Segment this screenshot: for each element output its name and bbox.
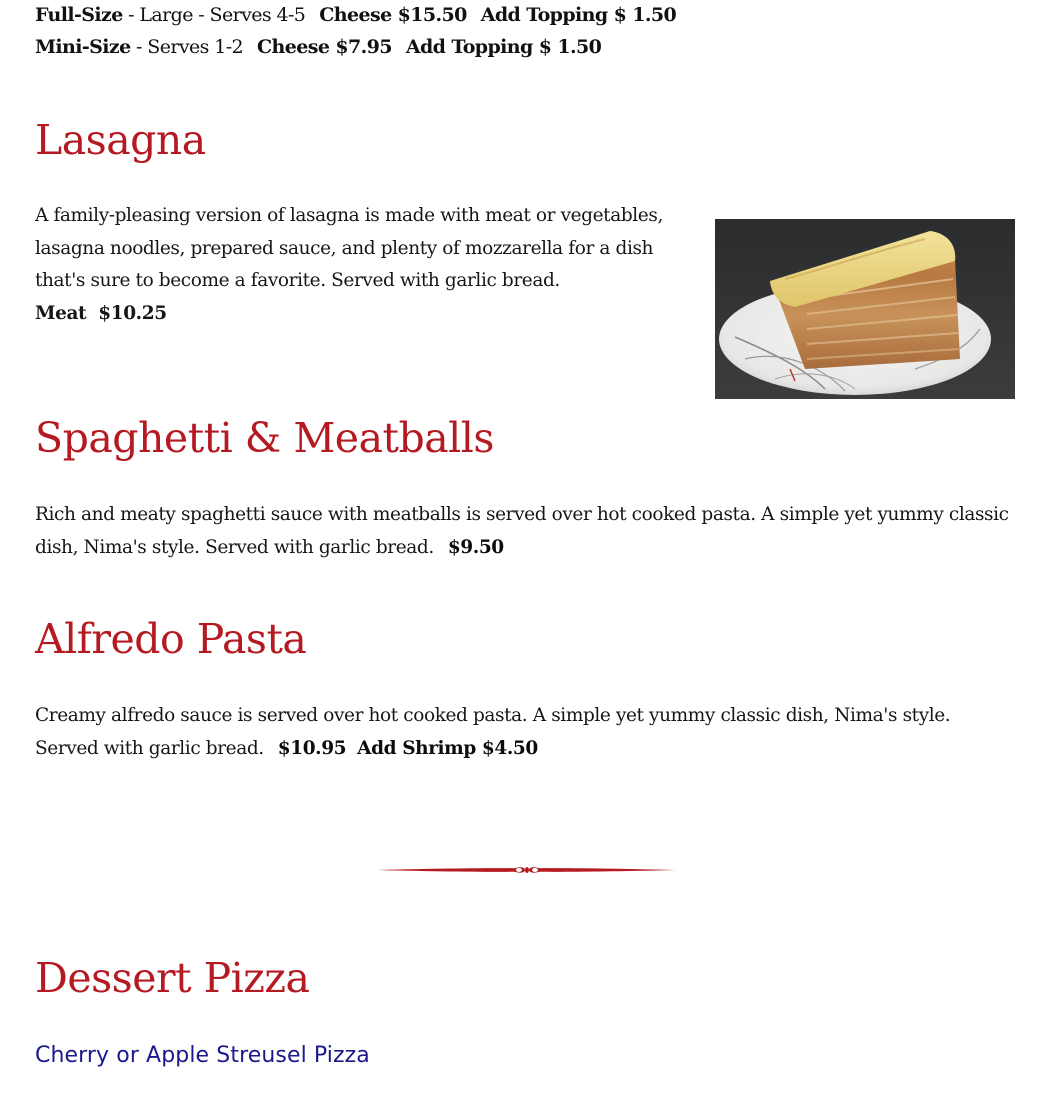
full-size-cheese-price: Cheese $15.50 bbox=[319, 4, 467, 26]
lasagna-photo bbox=[715, 219, 1015, 399]
ornament-divider bbox=[378, 860, 676, 880]
lasagna-heading: Lasagna bbox=[35, 116, 206, 164]
cherry-apple-streusel-link[interactable]: Cherry or Apple Streusel Pizza bbox=[35, 1043, 370, 1068]
full-size-name: Full-Size bbox=[35, 4, 123, 26]
spaghetti-heading: Spaghetti & Meatballs bbox=[35, 414, 494, 462]
full-size-topping-price: Add Topping $ 1.50 bbox=[480, 4, 677, 26]
mini-size-line bbox=[35, 32, 601, 62]
alfredo-addon-price: Add Shrimp $4.50 bbox=[357, 737, 538, 759]
alfredo-description: Creamy alfredo sauce is served over hot cooked pasta. A simple yet yummy classic dish, Nima's style. Served with garlic bread. bbox=[35, 705, 951, 759]
lasagna-description: A family-pleasing version of lasagna is made with meat or vegetables, lasagna noodles, prepared sauce, and plenty of mozzarella for a dish that's sure to become a favorite. Served with garlic bread. bbox=[35, 205, 663, 291]
lasagna-description-block bbox=[35, 200, 695, 330]
dessert-heading: Dessert Pizza bbox=[35, 954, 310, 1002]
lasagna-image bbox=[715, 219, 1015, 399]
alfredo-price: $10.95 bbox=[277, 737, 347, 759]
alfredo-heading: Alfredo Pasta bbox=[35, 615, 307, 663]
full-size-detail: - Large - Serves 4-5 bbox=[122, 4, 306, 26]
lasagna-price: Meat $10.25 bbox=[35, 302, 167, 324]
spaghetti-description: Rich and meaty spaghetti sauce with meatballs is served over hot cooked pasta. A simple yet yummy classic dish, Nima's style. Served with garlic bread. bbox=[35, 504, 1009, 558]
mini-size-detail: - Serves 1-2 bbox=[130, 36, 244, 58]
mini-size-topping-price: Add Topping $ 1.50 bbox=[405, 36, 602, 58]
mini-size-name: Mini-Size bbox=[35, 36, 131, 58]
alfredo-description-block bbox=[35, 700, 995, 765]
spaghetti-description-block bbox=[35, 499, 1020, 564]
mini-size-cheese-price: Cheese $7.95 bbox=[257, 36, 392, 58]
full-size-line bbox=[35, 0, 676, 30]
spaghetti-price: $9.50 bbox=[447, 536, 504, 558]
